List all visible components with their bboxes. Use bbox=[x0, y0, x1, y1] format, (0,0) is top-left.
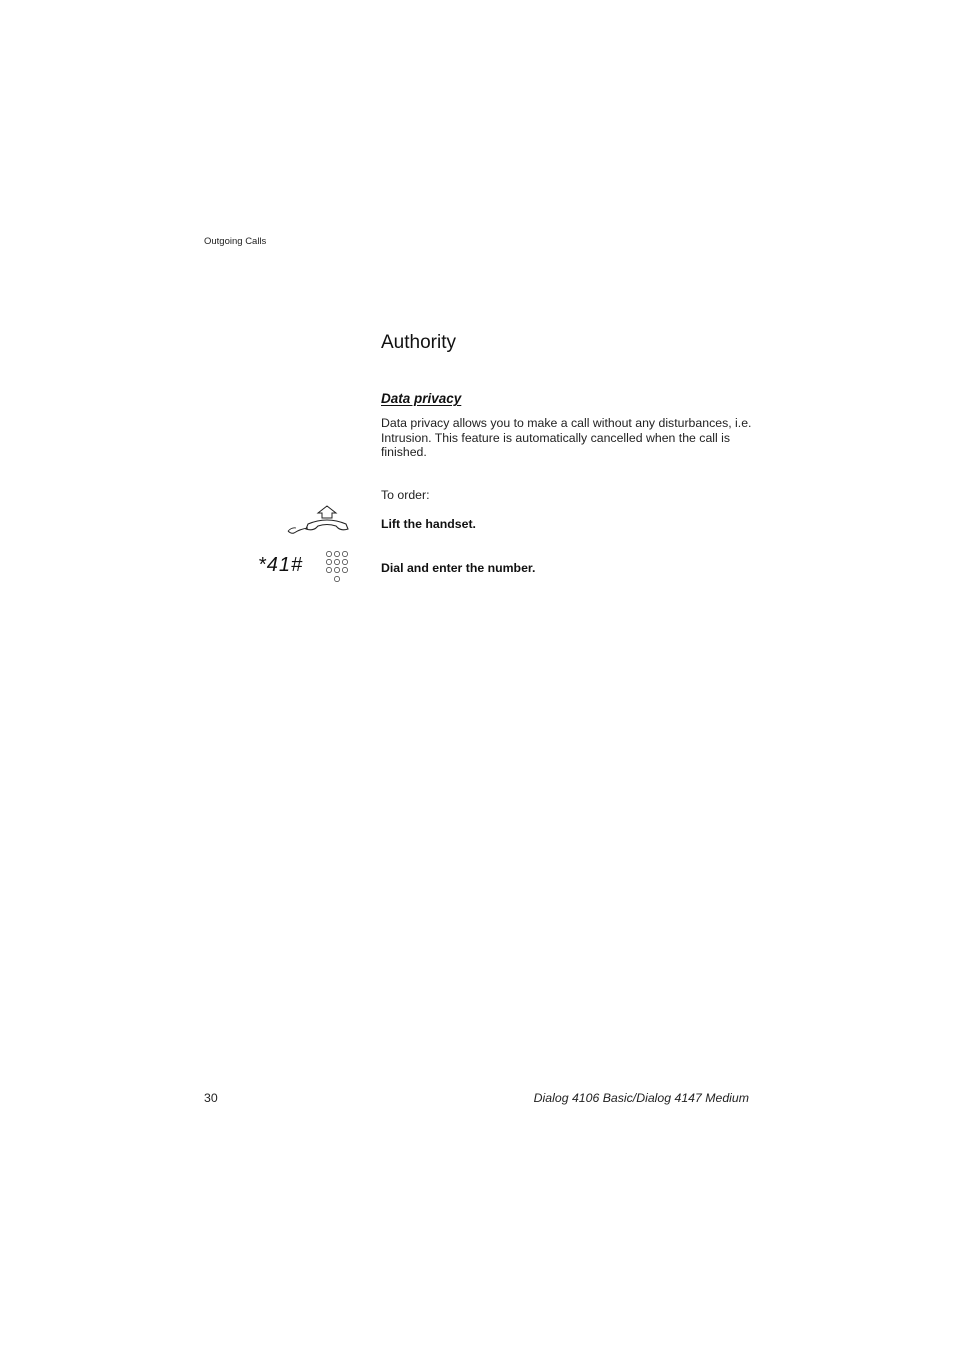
step-dial-number: Dial and enter the number. bbox=[381, 561, 536, 575]
keypad-icon bbox=[325, 550, 351, 584]
page-number: 30 bbox=[204, 1091, 218, 1105]
running-head: Outgoing Calls bbox=[204, 236, 267, 247]
section-title: Authority bbox=[381, 332, 456, 353]
lift-handset-icon bbox=[286, 504, 352, 534]
to-order-label: To order: bbox=[381, 488, 430, 502]
subsection-title: Data privacy bbox=[381, 391, 462, 406]
footer-document-title: Dialog 4106 Basic/Dialog 4147 Medium bbox=[533, 1091, 749, 1105]
dial-code: *41# bbox=[258, 554, 304, 576]
step-lift-handset: Lift the handset. bbox=[381, 517, 476, 531]
description-paragraph: Data privacy allows you to make a call without any disturbances, i.e. Intrusion. This feature is automatically cancelled when the call is finished. bbox=[381, 416, 752, 460]
